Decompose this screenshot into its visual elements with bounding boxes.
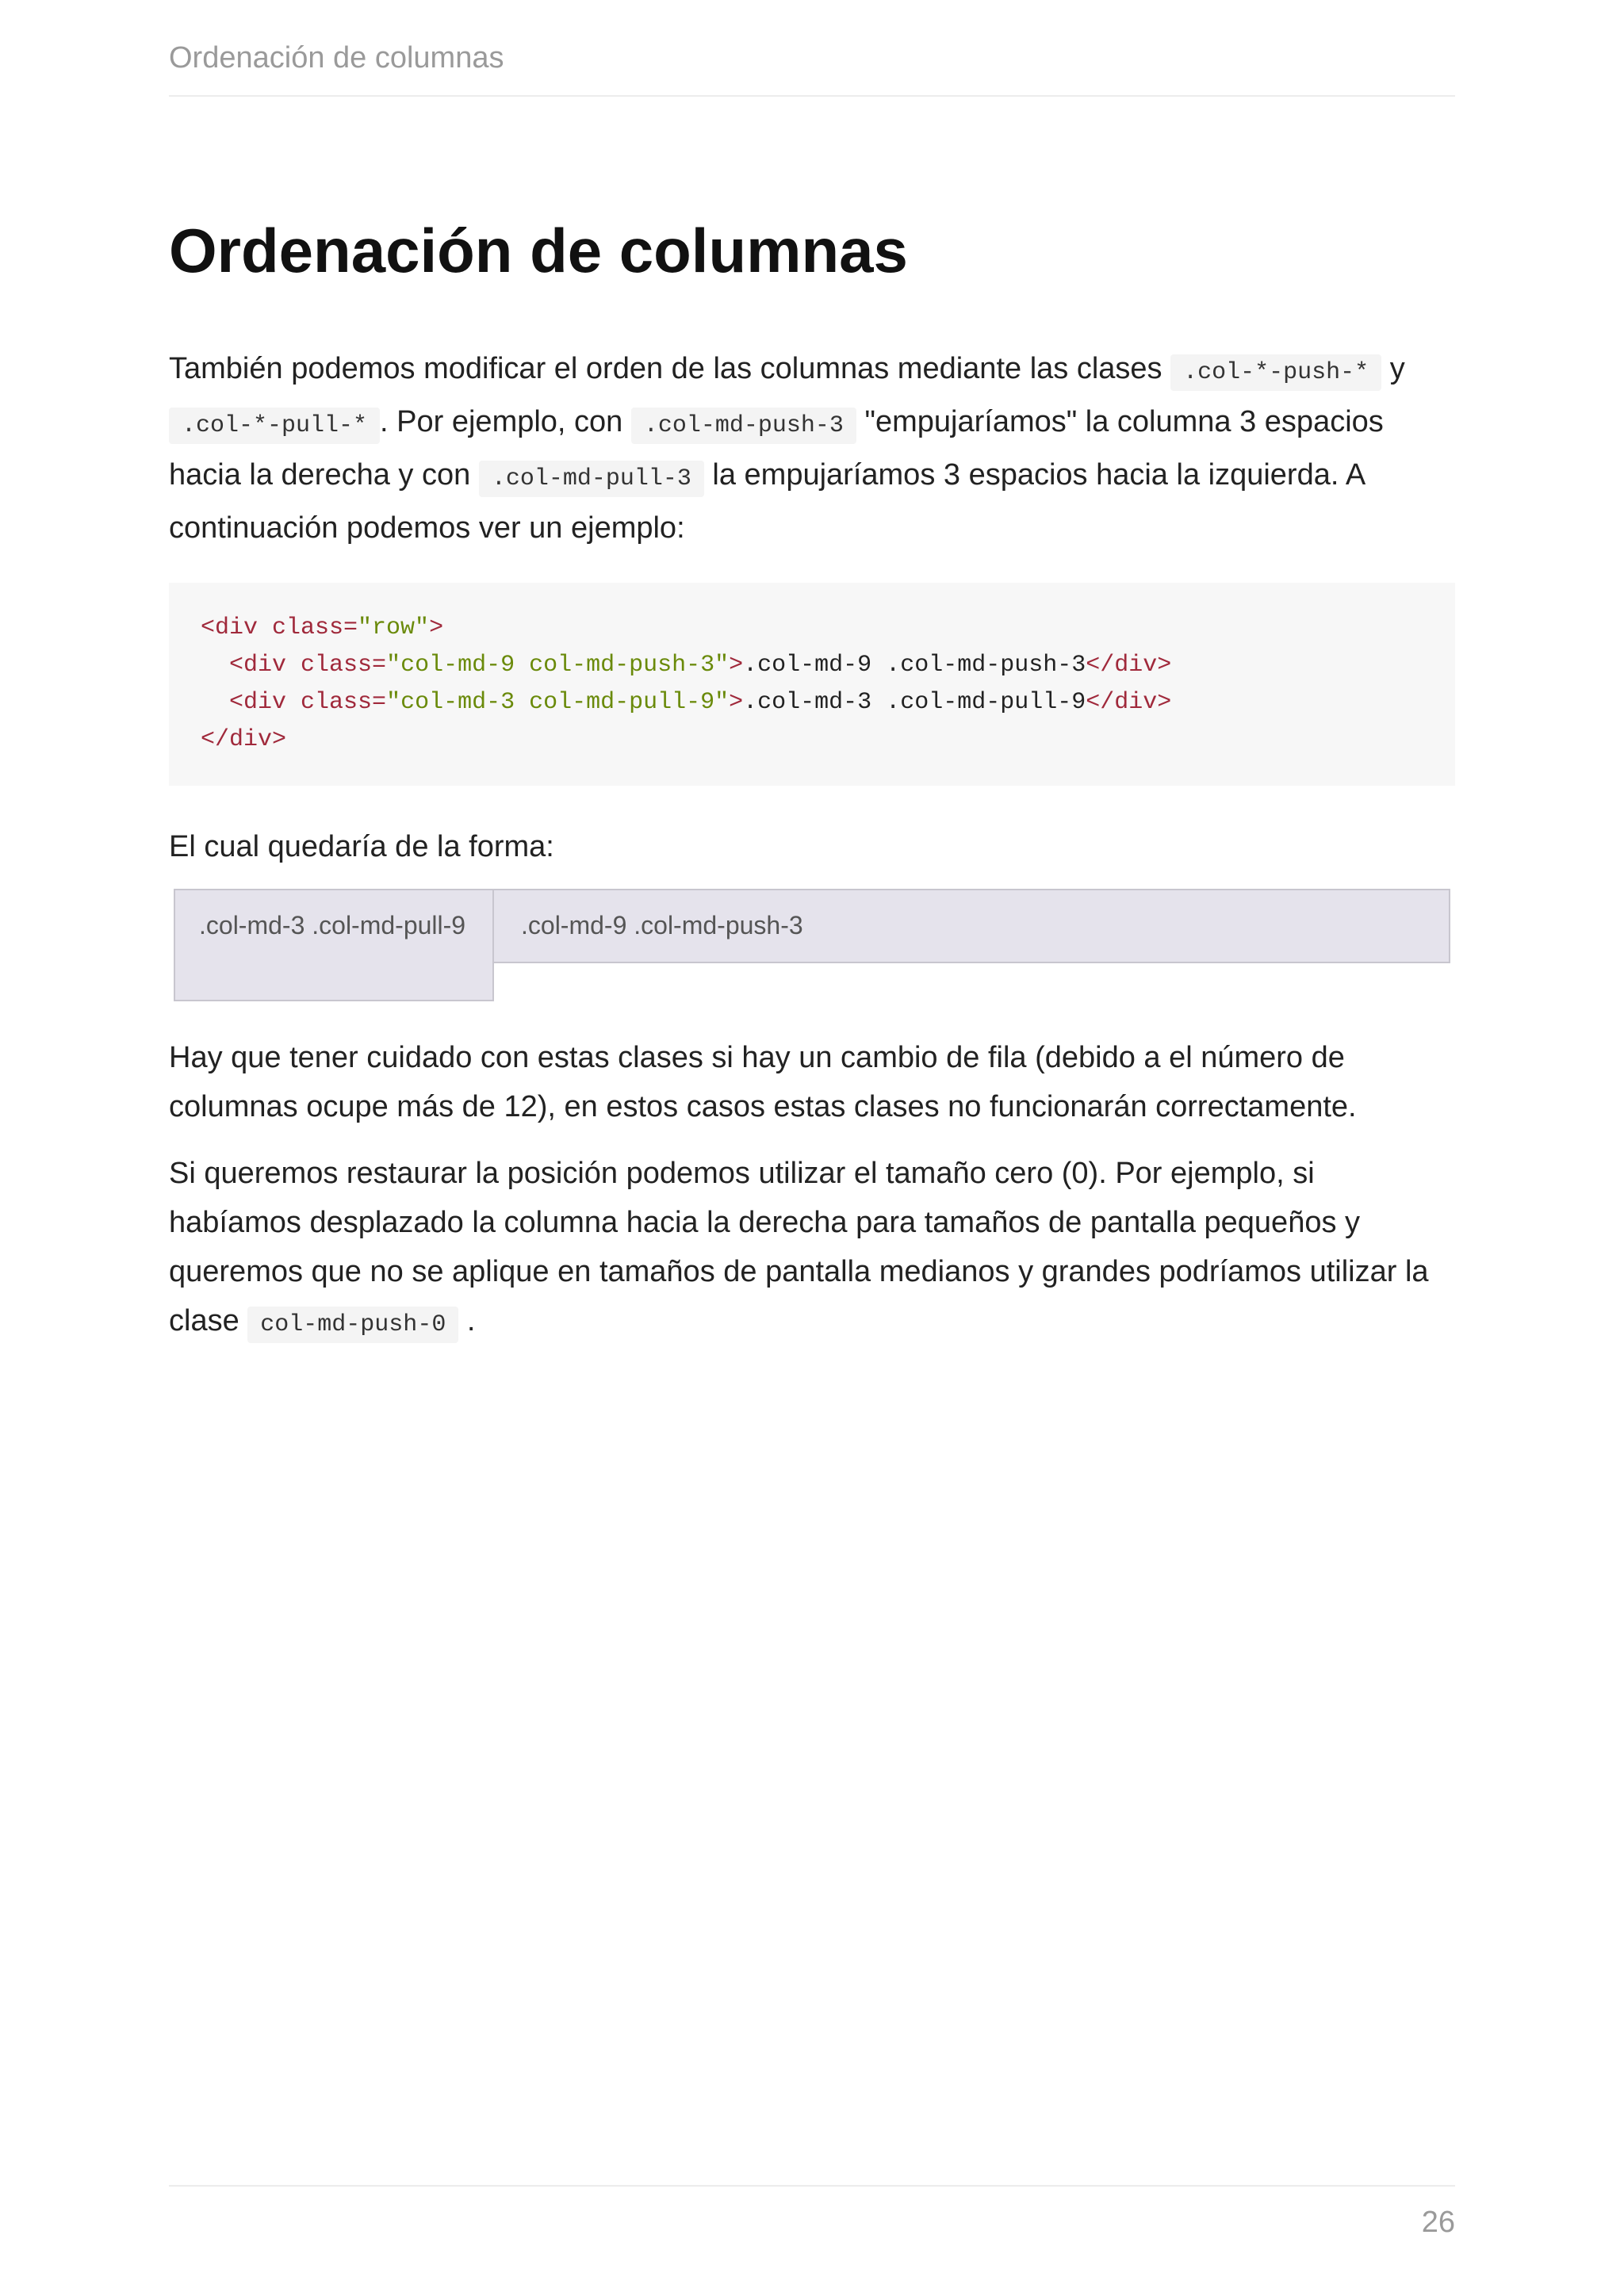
text-run: "empujaríamos" la columna 3 espacios hacia la derecha y con [169, 404, 1384, 492]
code-token: "col-md-9 col-md-push-3" [386, 651, 730, 679]
section-title: Ordenación de columnas [169, 216, 908, 285]
inline-code: col-md-push-0 [247, 1307, 458, 1343]
page-header [169, 38, 1455, 97]
page-footer [169, 2185, 1455, 2258]
code-token: .col-md-3 .col-md-pull-9 [743, 688, 1086, 716]
inline-code: .col-md-push-3 [631, 408, 856, 444]
demo-column-left: .col-md-3 .col-md-pull-9 [174, 889, 494, 1001]
code-token: <div [201, 688, 301, 716]
code-token: "col-md-3 col-md-pull-9" [386, 688, 730, 716]
code-token: "row" [358, 614, 430, 641]
inline-code: .col-*-pull-* [169, 408, 380, 444]
running-title: Ordenación de columnas [169, 41, 504, 75]
code-token: </div> [201, 725, 287, 753]
code-token: class= [272, 614, 358, 641]
reset-paragraph [169, 1149, 1455, 1349]
text-run: También podemos modificar el orden de las columnas mediante las clases [169, 351, 1171, 385]
code-token: </div> [1086, 651, 1172, 679]
text-run: y [1381, 351, 1405, 385]
code-token: class= [301, 651, 387, 679]
intro-paragraph [169, 344, 1455, 553]
inline-code: .col-md-pull-3 [479, 461, 704, 497]
code-token: > [729, 688, 744, 716]
code-block [169, 583, 1455, 786]
demo-column-right: .col-md-9 .col-md-push-3 [492, 889, 1450, 963]
column-order-demo [169, 889, 1455, 1001]
result-caption: El cual quedaría de la forma: [169, 829, 554, 863]
code-token: <div [201, 651, 301, 679]
text-run: Si queremos restaurar la posición podemos utilizar el tamaño cero (0). Por ejemplo, si habíamos desplazado la columna hacia la derecha para tamaños de pantalla pequeños y queremos que no se aplique en tamaños de pantalla medianos y grandes podríamos utilizar la clase [169, 1156, 1429, 1337]
page-number: 26 [1421, 2206, 1455, 2239]
code-token: <div [201, 614, 273, 641]
code-token: class= [301, 688, 387, 716]
page-content [169, 214, 1455, 1367]
code-token: .col-md-9 .col-md-push-3 [743, 651, 1086, 679]
text-run: . [458, 1303, 476, 1337]
inline-code: .col-*-push-* [1170, 354, 1381, 391]
text-run: . Por ejemplo, con [380, 404, 631, 438]
code-token: > [429, 614, 444, 641]
code-token: > [729, 651, 744, 679]
text-run: la empujaríamos 3 espacios hacia la izquierda. A continuación podemos ver un ejemplo: [169, 457, 1365, 545]
warning-paragraph: Hay que tener cuidado con estas clases si hay un cambio de fila (debido a el número de columnas ocupe más de 12), en estos casos estas clases no funcionarán correctamente. [169, 1040, 1357, 1123]
code-token: </div> [1086, 688, 1172, 716]
